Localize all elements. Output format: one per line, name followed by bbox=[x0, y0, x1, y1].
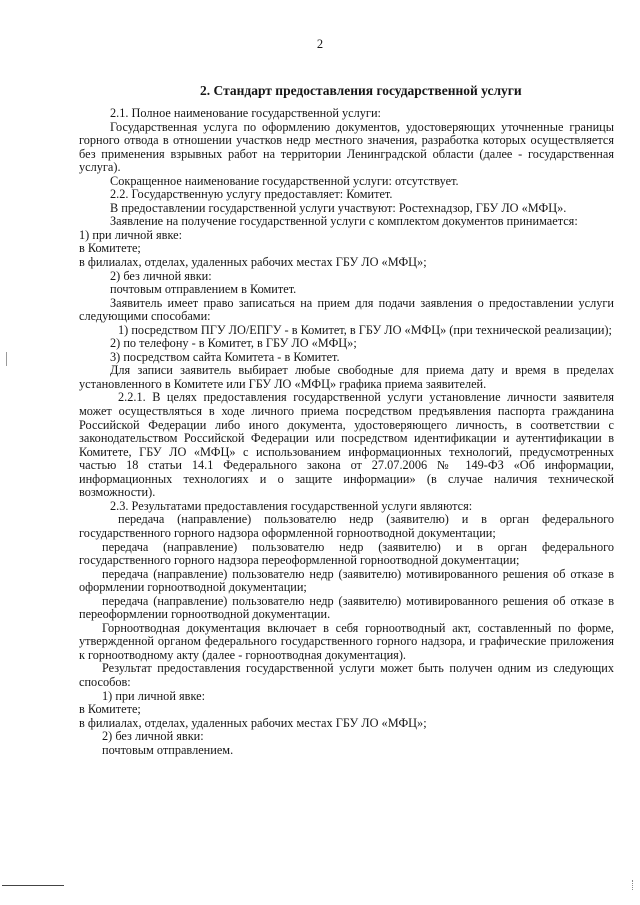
list-item: в Комитете; bbox=[79, 702, 141, 717]
paragraph: Государственная услуга по оформлению документов, удостоверяющих уточненные границы горного отвода в отношении участков недр местного значения, разработка которых осуществляется без применения взрывных работ на территории Ленинградской области (далее - государственная услуга). bbox=[79, 119, 614, 175]
footnote-divider bbox=[2, 885, 64, 886]
paragraph: 2.3. Результатами предоставления государственной услуги являются: bbox=[110, 498, 473, 513]
list-item: 1) при личной явке: bbox=[102, 688, 205, 703]
list-item: 1) при личной явке: bbox=[79, 227, 182, 242]
list-item: передача (направление) пользователю недр (заявителю) и в орган федерального государственного горного надзора оформленной горноотводной документации; bbox=[79, 512, 614, 540]
paragraph: Горноотводная документация включает в себя горноотводный акт, составленный по форме, утвержденной органом федерального государственного горного надзора, и графические приложения к горноотводному акту (далее - горноотводная документация). bbox=[79, 620, 614, 662]
list-item: в филиалах, отделах, удаленных рабочих местах ГБУ ЛО «МФЦ»; bbox=[79, 715, 427, 730]
list-item: почтовым отправлением в Комитет. bbox=[110, 282, 297, 297]
list-item: в Комитете; bbox=[79, 241, 141, 256]
list-item: 2) по телефону - в Комитет, в ГБУ ЛО «МФЦ»; bbox=[110, 336, 357, 351]
paragraph: Результат предоставления государственной услуги может быть получен одним из следующих способов: bbox=[79, 661, 614, 689]
paragraph: 2.1. Полное наименование государственной услуги: bbox=[110, 106, 381, 120]
paragraph: В предоставлении государственной услуги участвуют: Ростехнадзор, ГБУ ЛО «МФЦ». bbox=[110, 200, 567, 215]
section-title: 2. Стандарт предоставления государственной услуги bbox=[200, 83, 522, 98]
scan-mark bbox=[6, 352, 7, 366]
list-item: передача (направление) пользователю недр (заявителю) мотивированного решения об отказе в оформлении горноотводной документации; bbox=[79, 566, 614, 595]
list-item: передача (направление) пользователю недр (заявителю) мотивированного решения об отказе в переоформлении горноотводной документации. bbox=[79, 593, 614, 622]
paragraph: 2.2. Государственную услугу предоставляет: Комитет. bbox=[110, 187, 393, 202]
list-item: передача (направление) пользователю недр (заявителю) и в орган федерального государственного горного надзора переоформленной горноотводной документации; bbox=[79, 539, 614, 568]
paragraph: 2.2.1. В целях предоставления государственной услуги установление личности заявителя может осуществляться в ходе личного приема посредством предъявления паспорта гражданина Российской Федерации либо иного документа, удостоверяющего личность, в соответствии с законодательством Российской Федерации или посредством идентификации и аутентификации в Комитете, ГБУ ЛО «МФЦ» с использованием информационных технологий, предусмотренных частью 18 статьи 14.1 Федерального закона от 27.07.2006 № 149-ФЗ «Об информации, информационных технологиях и о защите информации» (в случае наличия технической возможности). bbox=[79, 390, 614, 500]
document-body bbox=[79, 107, 614, 757]
paragraph: Заявление на получение государственной услуги с комплектом документов принимается: bbox=[110, 214, 578, 229]
list-item: в филиалах, отделах, удаленных рабочих местах ГБУ ЛО «МФЦ»; bbox=[79, 255, 427, 270]
list-item: 1) посредством ПГУ ЛО/ЕПГУ - в Комитет, в ГБУ ЛО «МФЦ» (при технической реализации); bbox=[118, 322, 612, 337]
list-item: 3) посредством сайта Комитета - в Комитет. bbox=[110, 349, 340, 364]
paragraph: Для записи заявитель выбирает любые свободные для приема дату и время в пределах установленного в Комитете или ГБУ ЛО «МФЦ» графика приема заявителей. bbox=[79, 363, 614, 391]
paragraph: Сокращенное наименование государственной услуги: отсутствует. bbox=[110, 173, 459, 188]
paragraph: Заявитель имеет право записаться на прием для подачи заявления о предоставлении услуги следующими способами: bbox=[79, 295, 614, 324]
list-item: 2) без личной явки: bbox=[110, 268, 212, 283]
list-item: почтовым отправлением. bbox=[102, 742, 234, 757]
page-number: 2 bbox=[316, 37, 324, 51]
list-item: 2) без личной явки: bbox=[102, 729, 204, 744]
scan-mark bbox=[632, 880, 636, 890]
